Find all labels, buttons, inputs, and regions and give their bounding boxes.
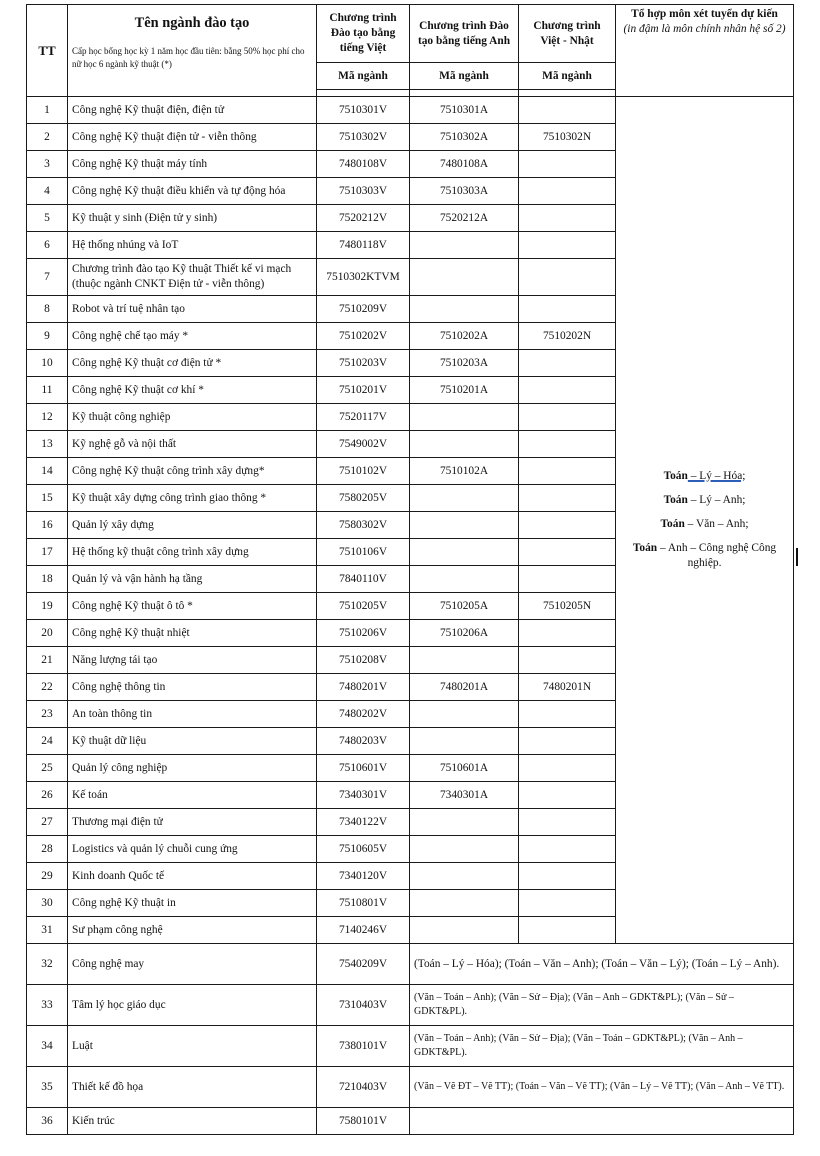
- code-jp: [519, 539, 616, 566]
- row-number: 30: [27, 890, 68, 917]
- code-en: [410, 296, 519, 323]
- code-en: 7520212A: [410, 205, 519, 232]
- code-en: [410, 404, 519, 431]
- row-number: 31: [27, 917, 68, 944]
- code-vn: 7510302KTVM: [317, 259, 410, 296]
- code-jp: [519, 701, 616, 728]
- major-name: Công nghệ Kỹ thuật máy tính: [68, 151, 317, 178]
- code-en: 7480108A: [410, 151, 519, 178]
- code-vn: 7510201V: [317, 377, 410, 404]
- row-number: 9: [27, 323, 68, 350]
- code-en: 7510102A: [410, 458, 519, 485]
- major-name: Luật: [68, 1026, 317, 1067]
- shared-combination-cell: [616, 97, 794, 944]
- row-number: 33: [27, 985, 68, 1026]
- code-vn: 7510205V: [317, 593, 410, 620]
- code-jp: [519, 296, 616, 323]
- combination-other-subjects: – Lý – Anh;: [687, 494, 746, 506]
- code-jp: [519, 178, 616, 205]
- code-en: 7510303A: [410, 178, 519, 205]
- code-en: 7510203A: [410, 350, 519, 377]
- major-name: Công nghệ may: [68, 944, 317, 985]
- code-en: [410, 863, 519, 890]
- major-name: Chương trình đào tạo Kỹ thuật Thiết kế vi mạch (thuộc ngành CNKT Điện tử - viễn thông): [68, 259, 317, 296]
- code-jp: [519, 782, 616, 809]
- code-jp: 7510302N: [519, 124, 616, 151]
- code-jp: [519, 620, 616, 647]
- code-jp: [519, 890, 616, 917]
- row-number: 15: [27, 485, 68, 512]
- major-name: Kỹ thuật dữ liệu: [68, 728, 317, 755]
- code-en: [410, 232, 519, 259]
- code-en: [410, 890, 519, 917]
- major-name: Công nghệ Kỹ thuật điện, điện tử: [68, 97, 317, 124]
- table-row: [27, 1026, 794, 1067]
- combination-other-subjects: – Anh – Công nghệ Công nghiệp.: [657, 542, 777, 569]
- code-vn: 7480201V: [317, 674, 410, 701]
- code-en: 7510302A: [410, 124, 519, 151]
- code-vn: 7540209V: [317, 944, 410, 985]
- combination-line: [620, 541, 789, 571]
- row-combination: (Toán – Lý – Hóa); (Toán – Văn – Anh); (Toán – Văn – Lý); (Toán – Lý – Anh).: [410, 944, 794, 985]
- row-number: 13: [27, 431, 68, 458]
- major-name: Quản lý xây dựng: [68, 512, 317, 539]
- code-vn: 7520117V: [317, 404, 410, 431]
- major-name: Công nghệ Kỹ thuật điều khiển và tự động hóa: [68, 178, 317, 205]
- code-en: [410, 917, 519, 944]
- code-jp: [519, 151, 616, 178]
- major-name: Năng lượng tái tạo: [68, 647, 317, 674]
- code-jp: 7480201N: [519, 674, 616, 701]
- major-name: Sư phạm công nghệ: [68, 917, 317, 944]
- code-en: [410, 512, 519, 539]
- major-name: Công nghệ Kỹ thuật cơ khí *: [68, 377, 317, 404]
- code-jp: [519, 863, 616, 890]
- code-en: 7510202A: [410, 323, 519, 350]
- major-name: An toàn thông tin: [68, 701, 317, 728]
- header-code-en: Mã ngành: [410, 63, 519, 90]
- code-vn: 7580205V: [317, 485, 410, 512]
- combination-main-subject: Toán: [663, 494, 688, 506]
- code-vn: 7380101V: [317, 1026, 410, 1067]
- code-vn: 7510801V: [317, 890, 410, 917]
- row-number: 34: [27, 1026, 68, 1067]
- code-vn: 7510203V: [317, 350, 410, 377]
- row-number: 23: [27, 701, 68, 728]
- row-number: 7: [27, 259, 68, 296]
- combination-line: [620, 493, 789, 508]
- row-number: 1: [27, 97, 68, 124]
- code-jp: [519, 377, 616, 404]
- major-name: Kỹ thuật y sinh (Điện tử y sinh): [68, 205, 317, 232]
- major-name: Công nghệ Kỹ thuật nhiệt: [68, 620, 317, 647]
- code-jp: [519, 404, 616, 431]
- code-vn: 7510202V: [317, 323, 410, 350]
- code-en: 7510205A: [410, 593, 519, 620]
- header-code-jp: Mã ngành: [519, 63, 616, 90]
- row-number: 17: [27, 539, 68, 566]
- row-number: 10: [27, 350, 68, 377]
- row-number: 28: [27, 836, 68, 863]
- row-number: 18: [27, 566, 68, 593]
- major-name: Kỹ thuật xây dựng công trình giao thông *: [68, 485, 317, 512]
- code-vn: 7510601V: [317, 755, 410, 782]
- major-name: Công nghệ Kỹ thuật cơ điện tử *: [68, 350, 317, 377]
- code-jp: [519, 431, 616, 458]
- combination-line: [620, 469, 789, 484]
- code-vn: 7510302V: [317, 124, 410, 151]
- row-number: 19: [27, 593, 68, 620]
- major-name: Công nghệ thông tin: [68, 674, 317, 701]
- header-prog-en: Chương trình Đào tạo bằng tiếng Anh: [410, 5, 519, 63]
- row-number: 16: [27, 512, 68, 539]
- header-combination-note: (in đậm là môn chính nhân hệ số 2): [623, 23, 786, 35]
- row-number: 12: [27, 404, 68, 431]
- code-vn: 7510301V: [317, 97, 410, 124]
- code-jp: [519, 259, 616, 296]
- major-name: Kiến trúc: [68, 1108, 317, 1135]
- code-vn: 7480108V: [317, 151, 410, 178]
- header-combination-title: Tổ hợp môn xét tuyển dự kiến: [631, 8, 778, 20]
- combination-main-subject: Toán: [660, 518, 685, 530]
- major-name: Kỹ nghệ gỗ và nội thất: [68, 431, 317, 458]
- major-name: Thiết kế đồ họa: [68, 1067, 317, 1108]
- code-en: [410, 259, 519, 296]
- code-vn: 7510102V: [317, 458, 410, 485]
- row-number: 24: [27, 728, 68, 755]
- row-number: 29: [27, 863, 68, 890]
- major-name: Kế toán: [68, 782, 317, 809]
- row-number: 36: [27, 1108, 68, 1135]
- code-en: 7510301A: [410, 97, 519, 124]
- code-vn: 7510605V: [317, 836, 410, 863]
- header-prog-jp: Chương trình Việt - Nhật: [519, 5, 616, 63]
- row-number: 20: [27, 620, 68, 647]
- row-number: 14: [27, 458, 68, 485]
- code-jp: [519, 917, 616, 944]
- combination-other-subjects: – Văn – Anh;: [684, 518, 749, 530]
- header-name-note: Cấp học bổng học kỳ 1 năm học đầu tiên: bằng 50% học phí cho nữ học 6 ngành kỹ thuật (*): [72, 46, 305, 69]
- major-name: Quản lý và vận hành hạ tầng: [68, 566, 317, 593]
- major-name: Tâm lý học giáo dục: [68, 985, 317, 1026]
- code-jp: [519, 458, 616, 485]
- code-jp: [519, 350, 616, 377]
- table-body: [27, 97, 794, 1135]
- code-vn: 7520212V: [317, 205, 410, 232]
- row-number: 35: [27, 1067, 68, 1108]
- table-row: [27, 985, 794, 1026]
- code-jp: [519, 647, 616, 674]
- header-row: [27, 5, 794, 63]
- code-jp: [519, 232, 616, 259]
- code-vn: 7510208V: [317, 647, 410, 674]
- code-jp: [519, 728, 616, 755]
- major-name: Logistics và quản lý chuỗi cung ứng: [68, 836, 317, 863]
- code-jp: [519, 755, 616, 782]
- code-jp: [519, 809, 616, 836]
- row-combination: (Văn – Toán – Anh); (Văn – Sử – Địa); (Văn – Anh – GDKT&PL); (Văn – Sử – GDKT&PL).: [410, 985, 794, 1026]
- major-name: Công nghệ Kỹ thuật in: [68, 890, 317, 917]
- code-en: [410, 647, 519, 674]
- code-en: 7340301A: [410, 782, 519, 809]
- code-vn: 7510106V: [317, 539, 410, 566]
- code-jp: 7510202N: [519, 323, 616, 350]
- major-name: Công nghệ chế tạo máy *: [68, 323, 317, 350]
- row-combination: (Văn – Vẽ ĐT – Vẽ TT); (Toán – Văn – Vẽ TT); (Văn – Lý – Vẽ TT); (Văn – Anh – Vẽ TT).: [410, 1067, 794, 1108]
- row-number: 32: [27, 944, 68, 985]
- code-vn: 7580101V: [317, 1108, 410, 1135]
- row-number: 11: [27, 377, 68, 404]
- code-en: [410, 809, 519, 836]
- code-vn: 7510209V: [317, 296, 410, 323]
- code-vn: 7210403V: [317, 1067, 410, 1108]
- header-name-title: Tên ngành đào tạo: [134, 15, 250, 31]
- major-name: Thương mại điện tử: [68, 809, 317, 836]
- row-number: 25: [27, 755, 68, 782]
- row-number: 6: [27, 232, 68, 259]
- header-prog-vn: Chương trình Đào tạo bằng tiếng Việt: [317, 5, 410, 63]
- row-number: 5: [27, 205, 68, 232]
- code-vn: 7480202V: [317, 701, 410, 728]
- major-name: Robot và trí tuệ nhân tạo: [68, 296, 317, 323]
- code-en: 7480201A: [410, 674, 519, 701]
- admission-table: [26, 4, 794, 1135]
- code-en: [410, 728, 519, 755]
- code-en: [410, 539, 519, 566]
- row-combination: [410, 1108, 794, 1135]
- code-en: 7510206A: [410, 620, 519, 647]
- code-jp: [519, 97, 616, 124]
- row-number: 21: [27, 647, 68, 674]
- combination-other-subjects: – Lý – Hóa;: [687, 470, 746, 482]
- code-vn: 7340301V: [317, 782, 410, 809]
- code-vn: 7340122V: [317, 809, 410, 836]
- combination-main-subject: Toán: [663, 470, 688, 482]
- header-code-vn: Mã ngành: [317, 63, 410, 90]
- table-row: [27, 944, 794, 985]
- code-vn: 7340120V: [317, 863, 410, 890]
- code-en: [410, 566, 519, 593]
- code-jp: [519, 485, 616, 512]
- major-name: Hệ thống nhúng và IoT: [68, 232, 317, 259]
- header-name: [68, 5, 317, 97]
- header-tt: TT: [27, 5, 68, 97]
- code-jp: [519, 566, 616, 593]
- code-vn: 7310403V: [317, 985, 410, 1026]
- code-en: 7510201A: [410, 377, 519, 404]
- code-en: [410, 485, 519, 512]
- row-number: 2: [27, 124, 68, 151]
- row-number: 4: [27, 178, 68, 205]
- header-combination: [616, 5, 794, 97]
- row-combination: (Văn – Toán – Anh); (Văn – Sử – Địa); (Văn – Toán – GDKT&PL); (Văn – Anh – GDKT&PL).: [410, 1026, 794, 1067]
- code-jp: 7510205N: [519, 593, 616, 620]
- major-name: Quản lý công nghiệp: [68, 755, 317, 782]
- code-vn: 7480118V: [317, 232, 410, 259]
- code-jp: [519, 836, 616, 863]
- code-vn: 7510303V: [317, 178, 410, 205]
- combination-main-subject: Toán: [632, 542, 658, 554]
- code-en: [410, 701, 519, 728]
- major-name: Công nghệ Kỹ thuật ô tô *: [68, 593, 317, 620]
- table-row: [27, 1108, 794, 1135]
- row-number: 26: [27, 782, 68, 809]
- code-vn: 7480203V: [317, 728, 410, 755]
- major-name: Công nghệ Kỹ thuật công trình xây dựng*: [68, 458, 317, 485]
- code-en: [410, 836, 519, 863]
- row-number: 22: [27, 674, 68, 701]
- major-name: Công nghệ Kỹ thuật điện tử - viễn thông: [68, 124, 317, 151]
- table-row: [27, 97, 794, 124]
- code-en: [410, 431, 519, 458]
- row-number: 3: [27, 151, 68, 178]
- row-number: 27: [27, 809, 68, 836]
- text-cursor: [796, 548, 798, 566]
- code-vn: 7580302V: [317, 512, 410, 539]
- table-row: [27, 1067, 794, 1108]
- code-vn: 7510206V: [317, 620, 410, 647]
- code-vn: 7140246V: [317, 917, 410, 944]
- combination-line: [620, 517, 789, 532]
- code-jp: [519, 512, 616, 539]
- major-name: Kỹ thuật công nghiệp: [68, 404, 317, 431]
- code-vn: 7549002V: [317, 431, 410, 458]
- code-vn: 7840110V: [317, 566, 410, 593]
- major-name: Kinh doanh Quốc tế: [68, 863, 317, 890]
- code-en: 7510601A: [410, 755, 519, 782]
- major-name: Hệ thống kỹ thuật công trình xây dựng: [68, 539, 317, 566]
- row-number: 8: [27, 296, 68, 323]
- code-jp: [519, 205, 616, 232]
